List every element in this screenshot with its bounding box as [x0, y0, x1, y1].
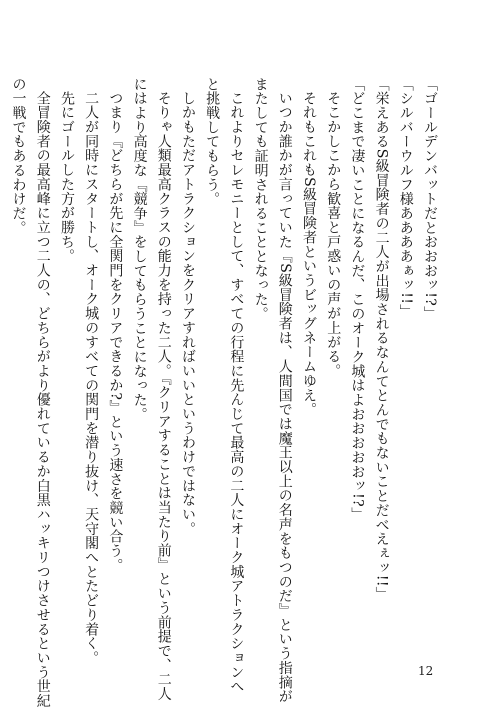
text-line: そりゃ人類最高クラスの能力を持った二人。『クリアすることは当たり前』という前提で、二人	[155, 91, 172, 702]
text-line: と挑戦してもらう。	[204, 77, 221, 207]
text-line: しかもただアトラクションをクリアすればいいというわけではない。	[179, 91, 196, 536]
text-line: 「どこまで凄いことになるんだ、このオーク城はよおおおおおッ!?」	[349, 77, 366, 522]
text-line: またしても証明されることとなった。	[252, 77, 269, 321]
page-number: 12	[418, 664, 434, 678]
text-line: 二人が同時にスタートし、オーク城のすべての関門を潜り抜け、天守閣へとたどり着く。	[83, 91, 100, 665]
text-line: 全冒険者の最高峰に立つ二人の、どちらがより優れているか白黒ハッキリつけさせるという世紀	[34, 91, 51, 709]
text-line: にはより高度な『競争』をしてもらうことになった。	[131, 77, 148, 422]
text-line: 「ゴールデンバットだとおおおッ!?」	[422, 77, 438, 321]
text-line: それもこれもS級冒険者というビッグネームゆえ。	[300, 91, 317, 417]
text-line: そこかしこから歓喜と戸惑いの声が上がる。	[325, 91, 342, 378]
text-line: の一戦でもあるわけだ。	[10, 77, 27, 235]
text-line: 先にゴールした方が勝ち。	[58, 91, 75, 264]
text-line: 「シルバーウルフ様ああああぁッ!!」	[397, 77, 414, 319]
text-line: これよりセレモニーとして、すべての行程に先んじて最高の二人にオーク城アトラクションへ	[228, 91, 245, 694]
text-line: つまり『どちらが先に全関門をクリアできるか?』という速さを競い合う。	[107, 91, 124, 573]
text-line: いつか誰かが言っていた『S級冒険者は、人間国では魔王以上の名声をもつのだ』という指摘が	[276, 91, 293, 704]
text-line: 「栄えあるS級冒険者の二人が出場されるなんてとんでもないことだべえぇッ!!」	[373, 77, 390, 602]
